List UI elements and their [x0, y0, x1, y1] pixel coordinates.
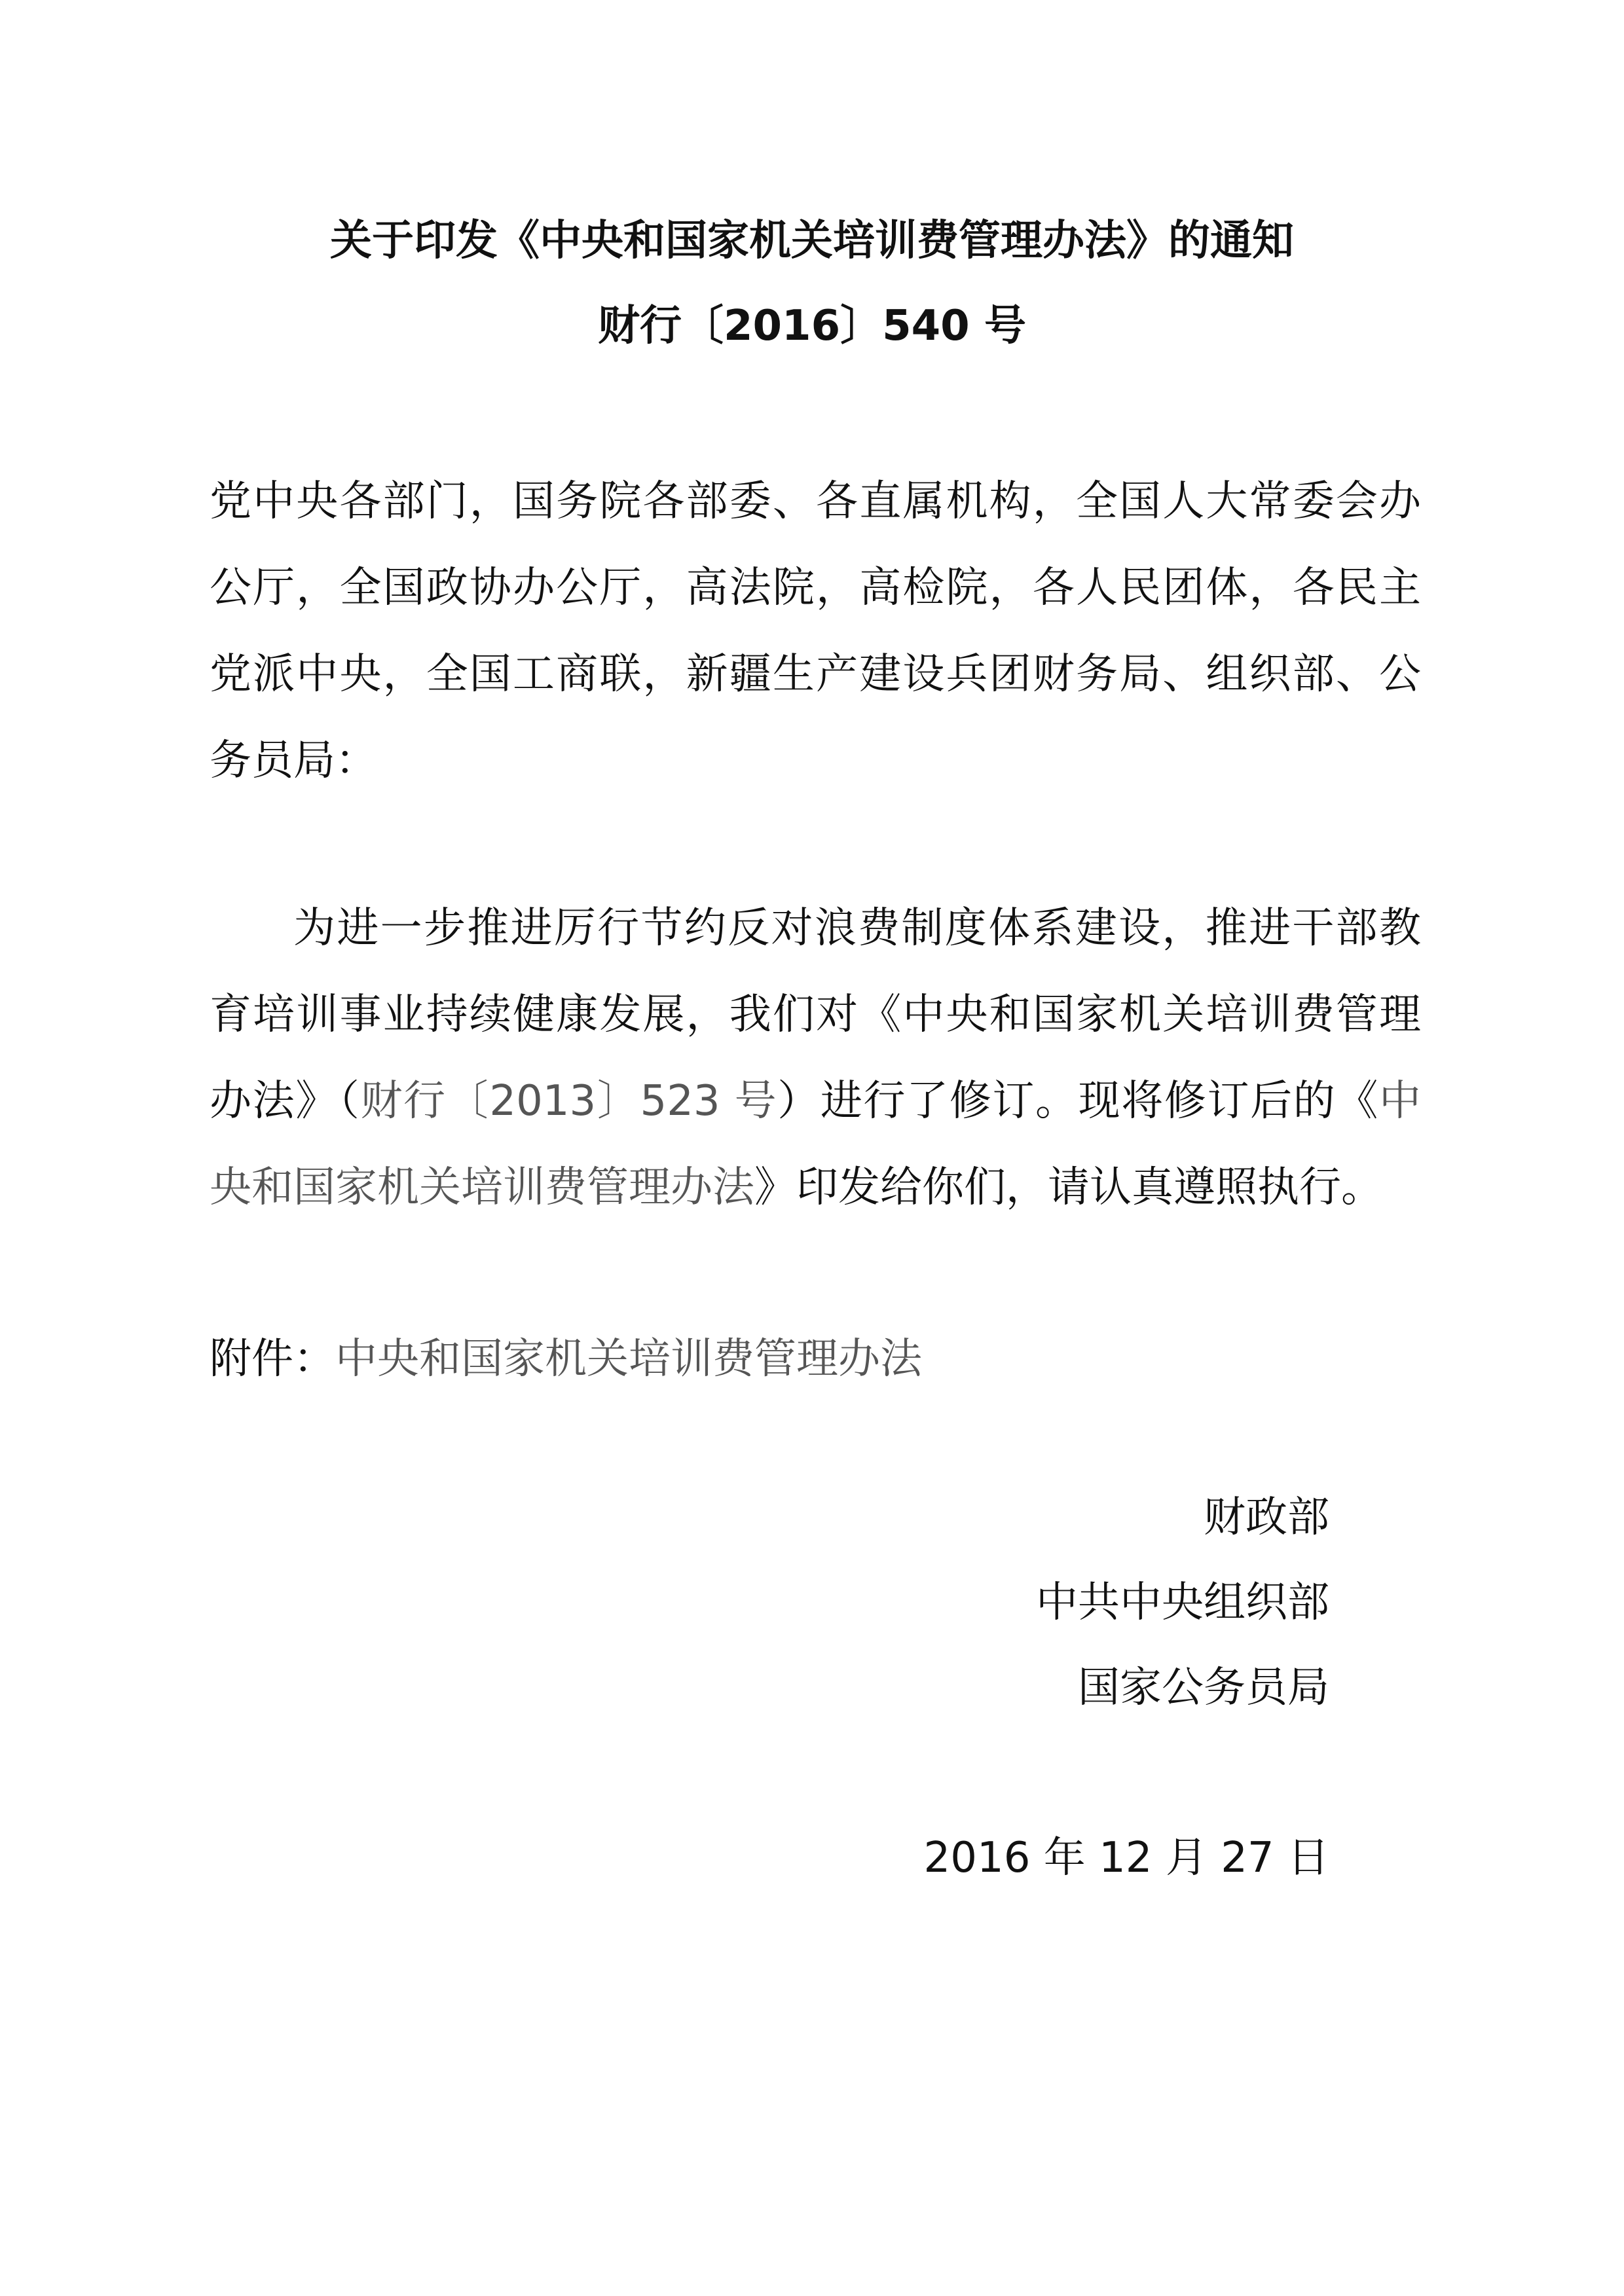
attachment-line [210, 1316, 922, 1402]
signer-ministry-of-finance: 财政部 [1204, 1493, 1329, 1542]
body-paragraph [210, 885, 1421, 1231]
reference-title: 中央和国家机关培训费管理办法 [210, 1077, 1421, 1212]
issue-date: 2016 年 12 月 27 日 [923, 1834, 1329, 1882]
signer-civil-service-bureau: 国家公务员局 [1078, 1664, 1329, 1712]
addressee-paragraph: 党中央各部门，国务院各部委、各直属机构，全国人大常委会办公厅，全国政协办公厅，高法院，高检院，各人民团体，各民主党派中央，全国工商联，新疆生产建设兵团财务局、组织部、公务员局： [210, 477, 1421, 785]
document-title: 关于印发《中央和国家机关培训费管理办法》的通知 [330, 217, 1294, 265]
attachment-name: 中央和国家机关培训费管理办法 [335, 1335, 922, 1383]
body-text-part3: 》印发给你们，请认真遵照执行。 [754, 1163, 1383, 1212]
body-text-part1: 为进一步推进厉行节约反对浪费制度体系建设，推进干部教育培训事业持续健康发展，我们对《中央和国家机关培训费管理办法》（ [210, 904, 1421, 1125]
signer-organization-department: 中共中央组织部 [1036, 1578, 1329, 1627]
body-text-part2: ）进行了修订。现将修订后的《 [777, 1077, 1379, 1125]
document-number: 财行〔2016〕540 号 [598, 302, 1026, 350]
reference-number: 财行〔2013〕523 号 [360, 1077, 778, 1125]
attachment-label: 附件： [210, 1335, 335, 1383]
